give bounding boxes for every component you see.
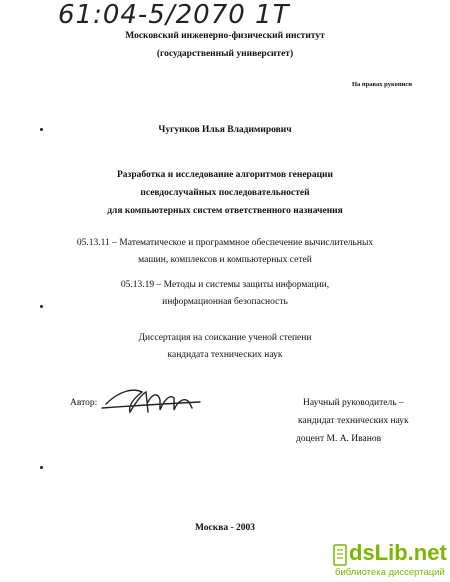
dslib-tagline: библиотека диссертаций xyxy=(335,567,445,578)
supervisor-degree: кандидат технических наук xyxy=(298,416,409,426)
title-line-3: для компьютерных систем ответственного назначения xyxy=(107,206,343,216)
city-year: Москва - 2003 xyxy=(194,523,256,533)
degree-line-2: кандидата технических наук xyxy=(167,350,283,360)
title-line-1: Разработка и исследование алгоритмов генерации xyxy=(116,170,334,180)
handwritten-archive-code: 61:04-5/2070 1T xyxy=(58,0,290,30)
dslib-watermark xyxy=(333,540,450,582)
manuscript-rights-note: На правах рукописи xyxy=(352,81,412,88)
degree-line-1: Диссертация на соискание ученой степени xyxy=(138,333,312,343)
book-icon xyxy=(333,544,347,566)
supervisor-role: Научный руководитель – xyxy=(303,398,404,408)
author-signature xyxy=(100,382,205,418)
institute-name: Московский инженерно-физический институт xyxy=(125,31,325,41)
title-line-2: псевдослучайных последовательностей xyxy=(140,188,310,198)
specialty-2-line-2: информационная безопасность xyxy=(162,297,288,307)
specialty-1-line-1: 05.13.11 – Математическое и программное обеспечение вычислительных xyxy=(76,238,374,248)
institute-status: (государственный университет) xyxy=(156,49,294,59)
specialty-1-line-2: машин, комплексов и компьютерных сетей xyxy=(138,255,312,265)
specialty-2-line-1: 05.13.19 – Методы и системы защиты информации, xyxy=(120,280,330,290)
supervisor-name: доцент М. А. Иванов xyxy=(296,434,382,444)
dslib-logo: dsLib.net xyxy=(349,540,447,565)
author-name: Чугунков Илья Владимирович xyxy=(158,125,292,135)
author-label: Автор: xyxy=(70,398,98,408)
margin-dot xyxy=(40,466,43,469)
